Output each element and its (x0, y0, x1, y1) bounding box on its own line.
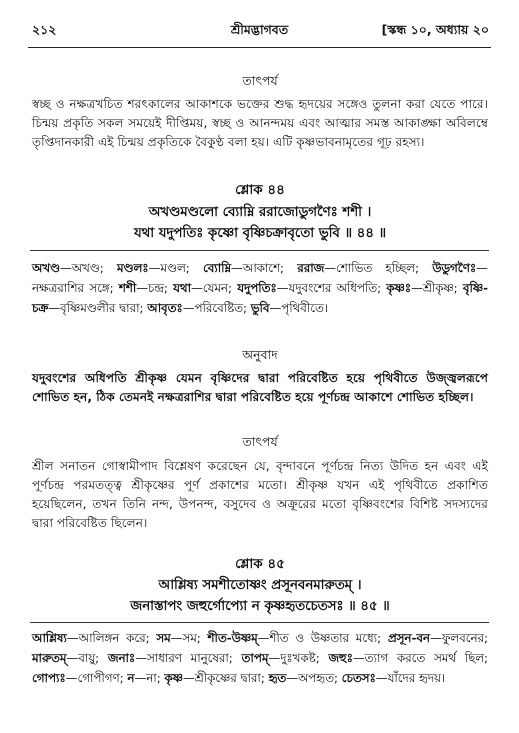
synonym-word: অখণ্ড (32, 261, 60, 275)
synonym-meaning: আকাশে; (242, 261, 298, 275)
synonym-meaning: গোপীগণ; (77, 671, 128, 685)
synonym-dash: — (182, 301, 195, 315)
synonym-word: গোপ্যঃ (32, 671, 66, 685)
synonym-meaning: আলিঙ্গন করে; (78, 631, 157, 645)
chapter-reference: [স্কন্ধ ১০, অধ্যায় ২০ (381, 22, 489, 37)
synonym-word: মারুতম্ (32, 651, 67, 665)
synonym-word: তাপম্ (241, 651, 269, 665)
purport-text: স্বচ্ছ ও নক্ষত্রখচিত শরৎকালের আকাশকে ভক্তের শুদ্ধ হৃদয়ের সঙ্গেও তুলনা করা যেতে পারে। চিন্ময় প্রকৃতি সকল সময়েই দীপ্তিময়, স্বচ্ছ ও আনন্দময় এবং আত্মার সমস্ত আকাঙ্ক্ষা অবিলম্বে তৃপ্তিদানকারী এই চিন্ময় প্রকৃতিকে বৈকুণ্ঠ বলা হয়। এটি কৃষ্ণভাবনামৃতের গূঢ় রহস্য। (32, 97, 488, 149)
synonym-meaning: চন্দ্র; (148, 281, 174, 295)
verse-45-heading: শ্লোক ৪৫ (235, 556, 285, 572)
synonym-dash: — (352, 651, 365, 665)
synonym-meaning: পরিবেষ্টিত; (194, 301, 251, 315)
synonym-dash: — (411, 281, 423, 295)
synonym-word: যদুপতিঃ (237, 281, 277, 295)
verse-44-line-1: অখণ্ডমণ্ডলো ব্যোম্নি ররাজোডুগণৈঃ শশী । (148, 205, 372, 220)
synonym-word: ব্যোম্নি (202, 261, 232, 275)
synonym-dash: — (134, 671, 147, 685)
synonym-dash: — (268, 651, 281, 665)
synonym-dash: — (231, 261, 243, 275)
synonym-dash: — (269, 301, 282, 315)
verse-45-synonyms (32, 628, 488, 688)
synonym-meaning: বৃষ্ণিমণ্ডলীর দ্বারা; (60, 301, 148, 315)
synonym-word: কৃষ্ণ (164, 671, 183, 685)
synonym-meaning: অখণ্ড; (71, 261, 117, 275)
synonym-dash: — (48, 301, 61, 315)
page-number: ২১২ (32, 22, 57, 37)
verse-44-text (32, 202, 488, 244)
synonym-dash: — (191, 281, 203, 295)
synonym-word: প্রসূন-বন (387, 631, 430, 645)
translation-heading: অনুবাদ (242, 347, 278, 362)
synonym-word: হৃত (268, 671, 287, 685)
book-title: শ্রীমদ্ভাগবত (230, 22, 289, 37)
synonym-word: জহুঃ (328, 651, 353, 665)
purport-44-heading: তাৎপর্য (242, 434, 278, 449)
synonym-word: সম (156, 631, 171, 645)
synonym-meaning: শীত ও উষ্ণতার মধ্যে; (269, 631, 388, 645)
translation-text: যদুবংশের অধিপতি শ্রীকৃষ্ণ যেমন বৃষ্ণিদের দ্বারা পরিবেষ্টিত হয়ে পৃথিবীতে উজ্জ্বলরূপে শোভিত হন, ঠিক তেমনই নক্ষত্ররাশির দ্বারা পরিবেষ্টিত হয়ে পূর্ণচন্দ্র আকাশে শোভিত হচ্ছিল। (32, 371, 488, 404)
synonym-dash: — (375, 671, 388, 685)
synonym-dash: — (182, 671, 195, 685)
synonym-dash: — (286, 671, 299, 685)
synonym-meaning: দুঃখকষ্ট; (280, 651, 329, 665)
synonym-word: বৃষ্ণি-চক্র (32, 281, 488, 315)
synonym-dash: — (66, 651, 79, 665)
synonym-dash: — (136, 281, 148, 295)
synonym-meaning: অপহৃত; (298, 671, 342, 685)
synonym-word: মণ্ডলঃ (116, 261, 149, 275)
header-rule (28, 47, 491, 48)
synonym-meaning: মণ্ডল; (160, 261, 203, 275)
synonym-word: ভুবি (250, 301, 270, 315)
synonym-dash: — (257, 631, 270, 645)
synonym-word: চেতসঃ (341, 671, 376, 685)
synonym-word: কৃষ্ণঃ (386, 281, 412, 295)
synonym-word: আবৃতঃ (147, 301, 183, 315)
synonym-dash: — (324, 261, 336, 275)
synonym-meaning: যেমন; (202, 281, 238, 295)
synonym-dash: — (429, 631, 442, 645)
synonym-dash: — (170, 631, 183, 645)
synonym-meaning: শ্রীকৃষ্ণের দ্বারা; (194, 671, 269, 685)
synonym-dash: — (148, 261, 161, 275)
synonym-dash: — (135, 651, 148, 665)
verse-45-text (32, 575, 488, 617)
synonym-word: উডুগণৈঃ (432, 261, 477, 275)
purport-44-text: শ্রীল সনাতন গোস্বামীপাদ বিশ্লেষণ করেছেন যে, বৃন্দাবনে পূর্ণচন্দ্র নিত্য উদিত হন এবং এই পূর্ণচন্দ্র পরমতত্ত্ব শ্রীকৃষ্ণের পূর্ণ প্রকাশের মতো। শ্রীকৃষ্ণ যখন এই পৃথিবীতে প্রকাশিত হয়েছিলেন, তখন তিনি নন্দ, উপনন্দ, বসুদেব ও অক্রূরের মতো বৃষ্ণিবংশের বিশিষ্ট সদস্যদের দ্বারা পরিবেষ্টিত ছিলেন। (32, 459, 488, 530)
purport-heading: তাৎপর্য (242, 73, 278, 88)
synonym-meaning: বায়ু; (78, 651, 108, 665)
synonym-meaning: নক্ষত্ররাশির সঙ্গে; (32, 281, 119, 295)
verse-44-heading: শ্লোক ৪৪ (235, 182, 285, 198)
synonym-meaning: সাধারণ মানুষেরা; (147, 651, 242, 665)
verse-44-synonyms (32, 258, 488, 318)
running-header (0, 22, 519, 42)
synonym-dash: — (476, 261, 488, 275)
verse-45-line-1: আশ্লিষ্য সমশীতোষ্ণং প্রসূনবনমারুতম্ । (158, 578, 362, 593)
synonym-meaning: শ্রীকৃষ্ণ; (422, 281, 463, 295)
verse-44-divider (30, 250, 489, 251)
synonym-meaning: শোভিত হচ্ছিল; (335, 261, 433, 275)
synonym-word: যথা (173, 281, 191, 295)
synonym-meaning: সম; (182, 631, 208, 645)
synonym-meaning: যদুবংশের অধিপতি; (288, 281, 387, 295)
synonym-dash: — (59, 261, 72, 275)
verse-45-divider (30, 622, 489, 623)
synonym-meaning: ত্যাগ করতে সমর্থ ছিল; (364, 651, 488, 665)
synonym-meaning: পৃথিবীতে। (281, 301, 329, 315)
synonym-meaning: না; (146, 671, 165, 685)
synonym-dash: — (276, 281, 289, 295)
verse-45-line-2: জনাস্তাপং জহুর্গোপ্যো ন কৃষ্ণহৃতচেতসঃ ॥ ৪৫ ॥ (130, 599, 390, 614)
synonym-dash: — (65, 671, 78, 685)
synonym-word: শীত-উষ্ণম্ (207, 631, 258, 645)
synonym-dash: — (66, 631, 79, 645)
synonym-meaning: যাঁদের হৃদয়। (387, 671, 446, 685)
synonym-word: ররাজ (297, 261, 325, 275)
synonym-word: আশ্লিষ্য (32, 631, 67, 645)
verse-44-line-2: যথা যদুপতিঃ কৃষ্ণো বৃষ্ণিচক্রাবৃতো ভুবি ॥ ৪৪ ॥ (133, 226, 387, 241)
synonym-word: শশী (118, 281, 137, 295)
synonym-meaning: ফুলবনের; (441, 631, 488, 645)
synonym-word: জনাঃ (107, 651, 136, 665)
synonym-word: ন (127, 671, 135, 685)
